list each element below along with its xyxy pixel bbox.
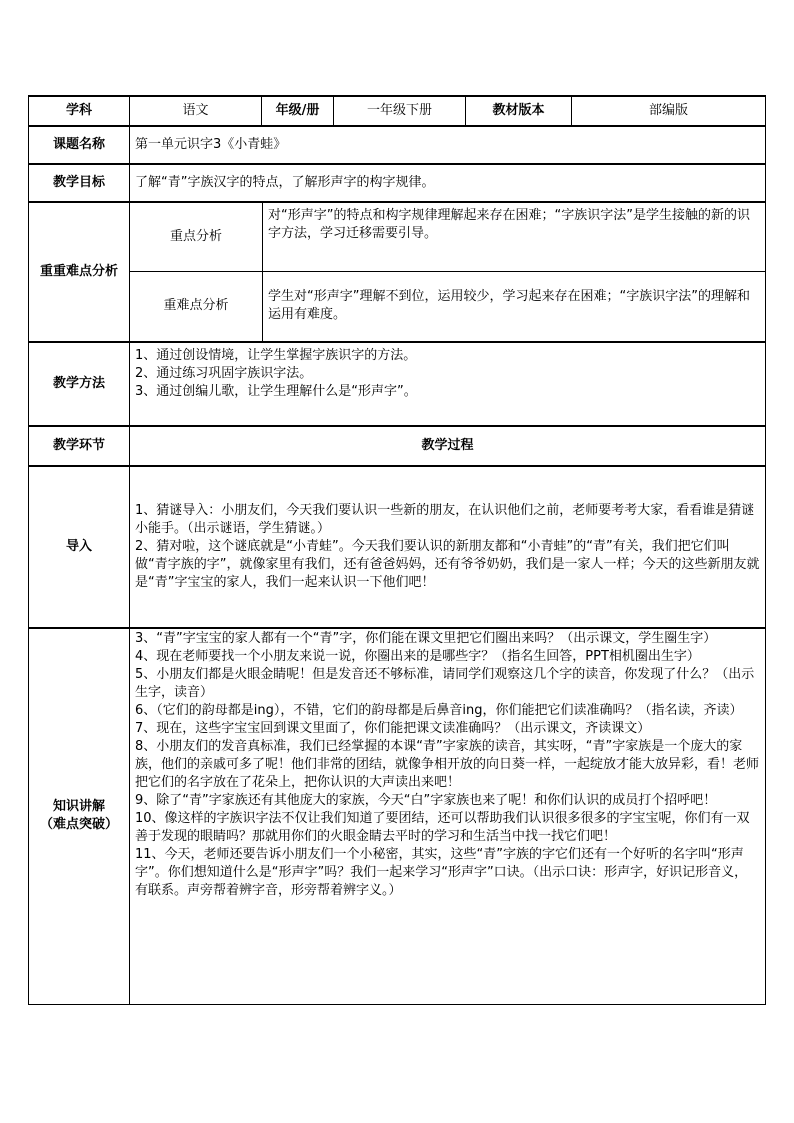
process-header-row [29, 426, 766, 466]
method-label: 教学方法 [29, 342, 130, 426]
knowledge-paragraph: 11、今天，老师还要告诉小朋友们一个小秘密，其实，这些“青”字族的字它们还有一个好听的名字叫“形声字”。你们想知道什么是“形声字”吗？我们一起来学习“形声字”口诀。（出示口诀：形声字，好识记形音义，有联系。声旁帮着辨字音，形旁帮着辨字义。） [135, 847, 748, 898]
knowledge-paragraph: 10、像这样的字族识字法不仅让我们知道了要团结，还可以帮助我们认识很多很多的字宝宝呢，你们有一双善于发现的眼睛吗？那就用你们的火眼金睛去平时的学习和生活当中找一找它们吧！ [135, 811, 750, 844]
hard-analysis-row [130, 271, 765, 341]
knowledge-paragraph: 6、（它们的韵母都是ing），不错，它们的韵母都是后鼻音ing，你们能把它们读准确吗？（指名读，齐读） [135, 703, 743, 718]
analysis-cell [130, 202, 766, 342]
method-content [130, 342, 766, 426]
knowledge-row [29, 628, 766, 1004]
intro-row [29, 466, 766, 628]
subject-label: 学科 [29, 96, 130, 126]
knowledge-label-line1: 知识讲解 [52, 799, 105, 815]
edition-value: 部编版 [572, 96, 766, 126]
method-line: 3、通过创编儿歌，让学生理解什么是“形声字”。 [135, 384, 417, 399]
knowledge-content [130, 628, 766, 1004]
analysis-inner-table [130, 203, 765, 341]
topic-value: 第一单元识字3《小青蛙》 [130, 126, 766, 164]
stage-header: 教学环节 [29, 426, 130, 466]
grade-label: 年级/册 [262, 96, 334, 126]
topic-label: 课题名称 [29, 126, 130, 164]
knowledge-label-line2: （难点突破） [39, 817, 118, 833]
key-analysis-row [130, 203, 765, 271]
process-header: 教学过程 [130, 426, 766, 466]
goal-value: 了解“青”字族汉字的特点，了解形声字的构字规律。 [130, 164, 766, 202]
subject-value: 语文 [130, 96, 262, 126]
knowledge-paragraph: 9、除了“青”字家族还有其他庞大的家族，今天“白”字家族也来了呢！和你们认识的成员打个招呼吧！ [135, 793, 717, 808]
knowledge-paragraph: 3、“青”字宝宝的家人都有一个“青”字，你们能在课文里把它们圈出来吗？（出示课文，学生圈生字） [135, 631, 717, 646]
knowledge-label [29, 628, 130, 1004]
method-line: 1、通过创设情境，让学生掌握字族识字的方法。 [135, 348, 417, 363]
intro-paragraph: 2、猜对啦，这个谜底就是“小青蛙”。今天我们要认识的新朋友都和“小青蛙”的“青”有关，我们把它们叫做“青字族的字”，就像家里有我们，还有爸爸妈妈，还有爷爷奶奶，我们是一家人一样；今天的这些新朋友就是“青”字宝宝的家人，我们一起来认识一下他们吧！ [135, 539, 760, 590]
goal-row [29, 164, 766, 202]
hard-analysis-text: 学生对“形声字”理解不到位，运用较少，学习起来存在困难；“字族识字法”的理解和运用有难度。 [268, 289, 750, 323]
lesson-plan-table [28, 95, 766, 1005]
header-row [29, 96, 766, 126]
topic-row [29, 126, 766, 164]
knowledge-paragraph: 7、现在，这些字宝宝回到课文里面了，你们能把课文读准确吗？（出示课文，齐读课文） [135, 721, 651, 736]
intro-paragraph: 1、猜谜导入：小朋友们，今天我们要认识一些新的朋友，在认识他们之前，老师要考考大家，看看谁是猜谜小能手。（出示谜语，学生猜谜。） [135, 503, 755, 536]
analysis-label: 重重难点分析 [29, 202, 130, 342]
method-row [29, 342, 766, 426]
goal-label: 教学目标 [29, 164, 130, 202]
key-analysis-text: 对“形声字”的特点和构字规律理解起来存在困难；“字族识字法”是学生接触的新的识字方法，学习迁移需要引导。 [263, 203, 766, 271]
hard-analysis-label: 重难点分析 [130, 271, 263, 341]
knowledge-paragraph: 8、小朋友们的发音真标准，我们已经掌握的本课“青”字家族的读音，其实呀，“青”字家族是一个庞大的家族，他们的亲戚可多了呢！他们非常的团结，就像争相开放的向日葵一样，一起绽放才能大放异彩，看！老师把它们的名字放在了花朵上，把你认识的大声读出来吧！ [135, 739, 760, 790]
intro-label: 导入 [29, 466, 130, 628]
key-analysis-label: 重点分析 [130, 203, 263, 271]
analysis-row [29, 202, 766, 342]
knowledge-paragraph: 4、现在老师要找一个小朋友来说一说，你圈出来的是哪些字？（指名生回答，PPT相机圈出生字） [135, 649, 700, 664]
intro-content [130, 466, 766, 628]
method-line: 2、通过练习巩固字族识字法。 [135, 366, 313, 381]
edition-label: 教材版本 [466, 96, 572, 126]
grade-value: 一年级下册 [334, 96, 466, 126]
knowledge-paragraph: 5、小朋友们都是火眼金睛呢！但是发音还不够标准，请同学们观察这几个字的读音，你发现了什么？（出示生字，读音） [135, 667, 755, 700]
